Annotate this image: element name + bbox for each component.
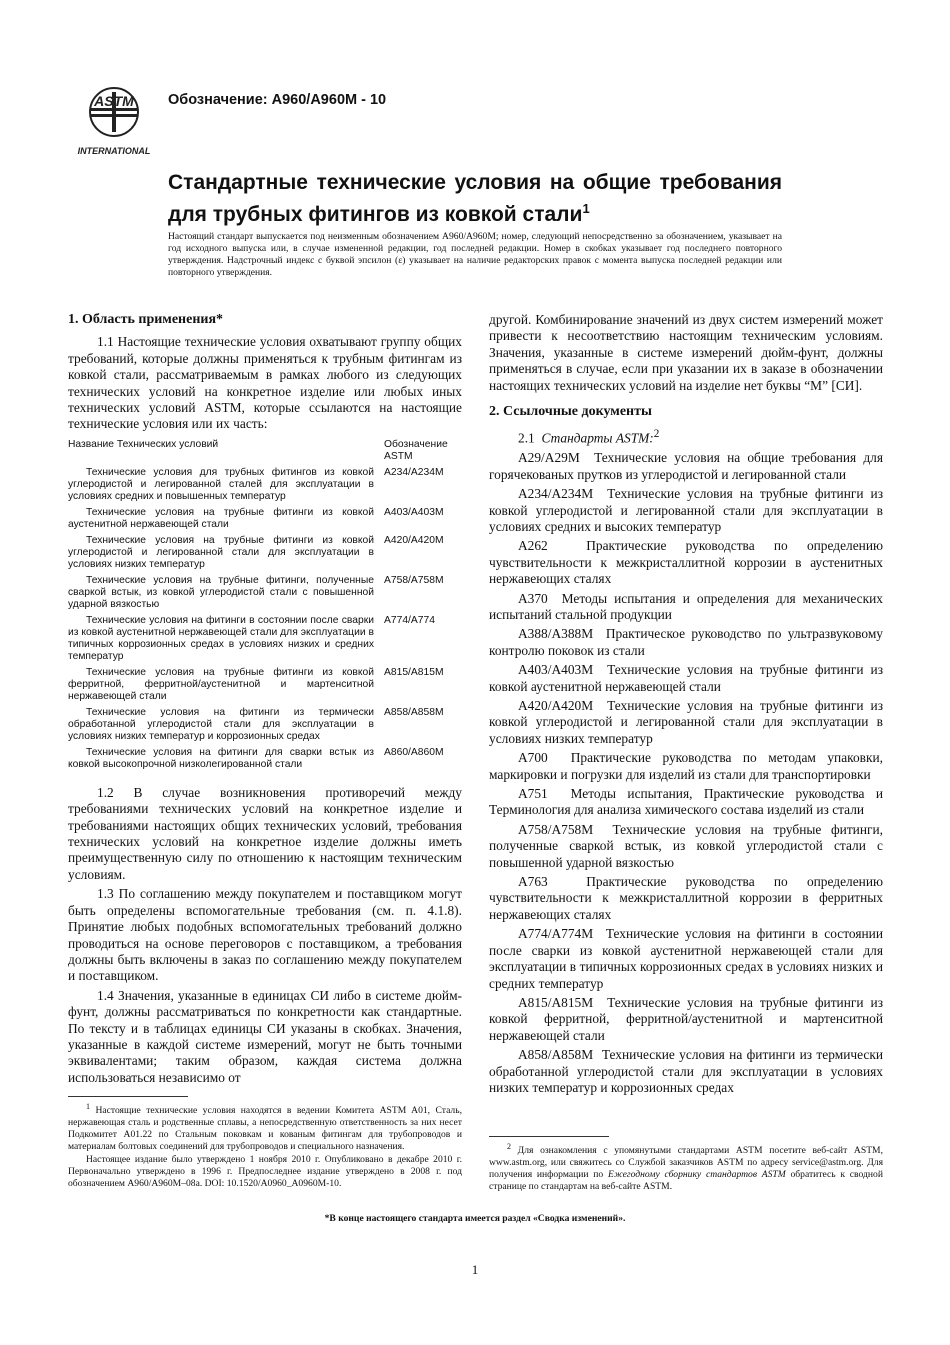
astm-logo-icon xyxy=(68,86,160,158)
paragraph-2-1-number: 2.1 xyxy=(518,430,535,446)
footnote-2-italic: Ежегодному сборнику стандартов ASTM xyxy=(607,1169,786,1181)
reference-code: A763 xyxy=(518,874,548,890)
paragraph-1-3: 1.3 По соглашению между покупателем и поставщиком могут быть определены вспомогательные требования (см. п. 4.1.8). Принятие любых подобных вспомогательных требований должно проводиться на основе переговоров с поставщиком, а требования должны быть включены в заказ по соглашению между покупателем и поставщиком. xyxy=(68,886,462,984)
paragraph-1-1: 1.1 Настоящие технические условия охватывают группу общих требований, которые должны применяться к трубным фитингам из ковкой стали, рассматриваемым в рамках любого из следующих технических условий на конкретное изделие или любых иных технических условий ASTM, которые ссылаются на настоящие технические условия или их часть: xyxy=(68,334,462,432)
spec-code: A234/A234M xyxy=(384,466,444,478)
spec-code: A860/A860M xyxy=(384,746,444,758)
reference-text: Практические руководства по определению чувствительности к межкристаллитной коррозии в ферритных нержавеющих сталях xyxy=(489,874,883,922)
reference-code: A262 xyxy=(518,538,548,554)
reference-item xyxy=(489,1047,883,1096)
reference-code: A751 xyxy=(518,786,548,802)
footnote-2-text-a: Для ознакомления с упомянутыми стандартами ASTM посетите веб-сайт ASTM, www.astm.org, или свяжитесь со Службой заказчиков ASTM по адресу service@astm.org. Для получения информации по xyxy=(489,1145,883,1181)
reference-item xyxy=(489,995,883,1044)
reference-item xyxy=(489,750,883,783)
spec-name: Технические условия на трубные фитинги из ковкой углеродистой и легированной стали для эксплуатации в условиях низких температур xyxy=(68,534,374,570)
footnote-edition: Настоящее издание было утверждено 1 ноября 2010 г. Опубликовано в декабре 2010 г. Первоначально утверждено в 1996 г. Предпоследнее издание утверждено в 2008 г. под обозначением A960/A960M–08a. DOI: 10.1520/A0960_A0960M-10. xyxy=(68,1154,462,1190)
reference-code: A29/A29M xyxy=(518,450,580,466)
spec-name: Технические условия на трубные фитинги из ковкой ферритной, ферритной/аустенитной и мартенситной нержавеющей стали xyxy=(68,666,374,702)
spec-row xyxy=(68,467,462,507)
right-column xyxy=(489,312,883,1099)
reference-text: Практические руководства по методам упаковки, маркировки и погрузки для изделий из стали для транспортировки xyxy=(489,750,884,782)
section-2-heading: 2. Ссылочные документы xyxy=(489,404,652,420)
reference-code: A370 xyxy=(518,590,548,606)
summary-of-changes-note: *В конце настоящего стандарта имеется раздел «Сводка изменений». xyxy=(324,1213,626,1224)
spec-row xyxy=(68,707,462,747)
reference-text: Методы испытания, Практические руководства и Терминология для анализа химического состава изделий из стали xyxy=(489,786,883,818)
reference-item xyxy=(489,662,883,695)
reference-item xyxy=(489,450,883,483)
reference-item xyxy=(489,591,883,624)
paragraph-2-1 xyxy=(489,426,883,447)
reference-text: Технические условия на трубные фитинги из ковкой углеродистой и легированной стали для эксплуатации в условиях низких температур xyxy=(489,698,883,746)
spec-header-code: Обозначение ASTM xyxy=(384,438,448,462)
spec-row xyxy=(68,667,462,707)
logo-text: INTERNATIONAL xyxy=(77,146,151,156)
right-footnotes xyxy=(489,1128,883,1194)
reference-text: Технические условия на трубные фитинги из ковкой ферритной, ферритной/аустенитной и мартенситной нержавеющей стали xyxy=(489,994,883,1043)
reference-text: Технические условия на трубные фитинги из ковкой аустенитной нержавеющей стали xyxy=(489,662,883,694)
spec-row xyxy=(68,747,462,775)
footnote-divider xyxy=(68,1096,188,1097)
reference-text: Методы испытания и определения для механических испытаний стальной продукции xyxy=(489,590,883,622)
designation: Обозначение: A960/A960M - 10 xyxy=(168,92,387,108)
reference-code: A758/A758M xyxy=(518,821,594,837)
footnote-divider xyxy=(489,1136,609,1137)
spec-name: Технические условия для трубных фитингов из ковкой углеродистой и легированной сталей для эксплуатации в условиях средних и повышенных температур xyxy=(68,466,374,502)
reference-code: A700 xyxy=(518,750,548,766)
spec-row xyxy=(68,575,462,615)
reference-item xyxy=(489,786,883,819)
standard-notice: Настоящий стандарт выпускается под неизменным обозначением A960/A960M; номер, следующий непосредственно за обозначением, указывает на год исходного выпуска или, в случае измененной редакции, год последней редакции. Номер в скобках указывает год последнего повторного утверждения. Надстрочный индекс с буквой эпсилон (ε) указывает на наличие редакторских правок с момента выпуска последней редакции или повторного утверждения. xyxy=(168,231,782,278)
reference-text: Технические условия на трубные фитинги из ковкой углеродистой и легированной стали для эксплуатации в условиях средних и высоких температур xyxy=(489,486,883,534)
spec-name: Технические условия на трубные фитинги, полученные сваркой встык, из ковкой углеродистой стали с повышенной ударной вязкостью xyxy=(68,574,374,610)
reference-text: Технические условия на общие требования для горячекованых прутков из углеродистой и легированной стали xyxy=(489,450,884,482)
spec-code: A815/A815M xyxy=(384,666,444,678)
reference-item xyxy=(489,822,883,871)
left-column xyxy=(68,312,462,1089)
reference-code: A815/A815M xyxy=(518,994,594,1010)
title-text: Стандартные технические условия на общие требования для трубных фитингов из ковкой стали xyxy=(168,171,782,226)
astm-standards-label: Стандарты ASTM: xyxy=(541,430,654,446)
section-1-heading: 1. Область применения* xyxy=(68,312,224,327)
spec-row xyxy=(68,507,462,535)
spec-code: A774/A774 xyxy=(384,614,435,626)
footnote-2-text-b: обратитесь к сводной странице по стандартам на веб-сайте ASTM. xyxy=(489,1169,883,1193)
spec-table xyxy=(68,439,462,775)
footnote-2-mark: 2 xyxy=(507,1142,511,1151)
spec-table-header xyxy=(68,439,462,467)
paragraph-1-4: 1.4 Значения, указанные в единицах СИ либо в системе дюйм-фунт, должны рассматриваться по конкретности как стандартные. По тексту и в таблицах единицы СИ указаны в скобках. Значения, указанные в каждой системе измерений, могут не быть точными эквивалентами; таким образом, каждая система должна использоваться независимо от xyxy=(68,987,462,1085)
logo-mark: ASTM xyxy=(94,93,134,109)
reference-code: A774/A774M xyxy=(518,926,594,942)
footnote-2 xyxy=(489,1141,883,1193)
footnote-1-text: Настоящие технические условия находятся в ведении Комитета ASTM A01, Сталь, нержавеющая сталь и родственные сплавы, а непосредственную ответственность за них несет Подкомитет A01.22 по Стальным поковкам и кованым фитингам для трубопроводов и материалам болтовых соединений для трубопроводов и специального назначения. xyxy=(68,1105,462,1153)
spec-name: Технические условия на фитинги из термически обработанной углеродистой стали для эксплуатации в условиях низких температур и коррозионных средах xyxy=(68,706,374,742)
paragraph-1-4-continued: другой. Комбинирование значений из двух систем измерений может привести к несоответствию настоящим техническим условиям. Значения, указанные в системе измерений дюйм-фунт, должны применяться в случае, если при указании их в заказе в обозначении настоящих технических условий на изделие нет буквы “M” [СИ]. xyxy=(489,312,883,393)
reference-code: A858/A858M xyxy=(518,1047,594,1063)
title-footnote-mark: 1 xyxy=(582,201,590,216)
spec-name: Технические условия на фитинги в состоянии после сварки из ковкой аустенитной нержавеющей стали для эксплуатации в типичных коррозионных средах в условиях низких и средних температур xyxy=(68,614,374,662)
reference-code: A234/A234M xyxy=(518,486,594,502)
reference-code: A420/A420M xyxy=(518,698,594,713)
reference-text: Технические условия на трубные фитинги, полученные сваркой встык, из ковкой углеродистой стали с повышенной ударной вязкостью xyxy=(489,821,884,870)
spec-row xyxy=(68,615,462,667)
reference-item xyxy=(489,538,883,587)
document-title xyxy=(168,170,782,228)
spec-name: Технические условия на фитинги для сварки встык из ковкой высокопрочной низколегированной стали xyxy=(68,746,374,770)
reference-item xyxy=(489,698,883,747)
reference-code: A403/A403M xyxy=(518,662,594,678)
footnote-1 xyxy=(68,1101,462,1153)
spec-row xyxy=(68,535,462,575)
astm-logo xyxy=(68,86,160,158)
footnote-1-mark: 1 xyxy=(86,1102,90,1111)
reference-item xyxy=(489,874,883,923)
paragraph-1-2: 1.2 В случае возникновения противоречий между требованиями технических условий на конкретное изделие и требованиями настоящих общих технических условий, требования технических условий на конкретное изделие должны иметь преимущественную силу по отношению к настоящим техническим условиям. xyxy=(68,784,462,882)
reference-code: A388/A388M xyxy=(518,626,594,642)
reference-text: Технические условия на фитинги в состоянии после сварки из ковкой аустенитной нержавеющей стали для эксплуатации в типичных коррозионных средах в условиях низких и средних температур xyxy=(489,926,883,991)
page-number: 1 xyxy=(471,1262,479,1277)
reference-item xyxy=(489,626,883,659)
spec-code: A420/A420M xyxy=(384,534,444,546)
spec-name: Технические условия на трубные фитинги из ковкой аустенитной нержавеющей стали xyxy=(68,506,374,530)
spec-code: A858/A858M xyxy=(384,706,444,718)
spec-code: A758/A758M xyxy=(384,574,444,586)
reference-text: Практические руководства по определению чувствительности к межкристаллитной коррозии в аустенитных нержавеющих сталях xyxy=(489,538,883,587)
reference-item xyxy=(489,926,883,992)
reference-text: Практическое руководство по ультразвуковому контролю поковок из стали xyxy=(489,626,884,658)
spec-header-name: Название Технических условий xyxy=(68,438,219,450)
footnote-2-ref: 2 xyxy=(653,428,660,441)
reference-item xyxy=(489,486,883,535)
reference-text: Технические условия на фитинги из термически обработанной углеродистой стали для эксплуатации в условиях низких температур и коррозионных средах xyxy=(489,1047,883,1095)
left-footnotes xyxy=(68,1088,462,1191)
spec-code: A403/A403M xyxy=(384,506,444,518)
